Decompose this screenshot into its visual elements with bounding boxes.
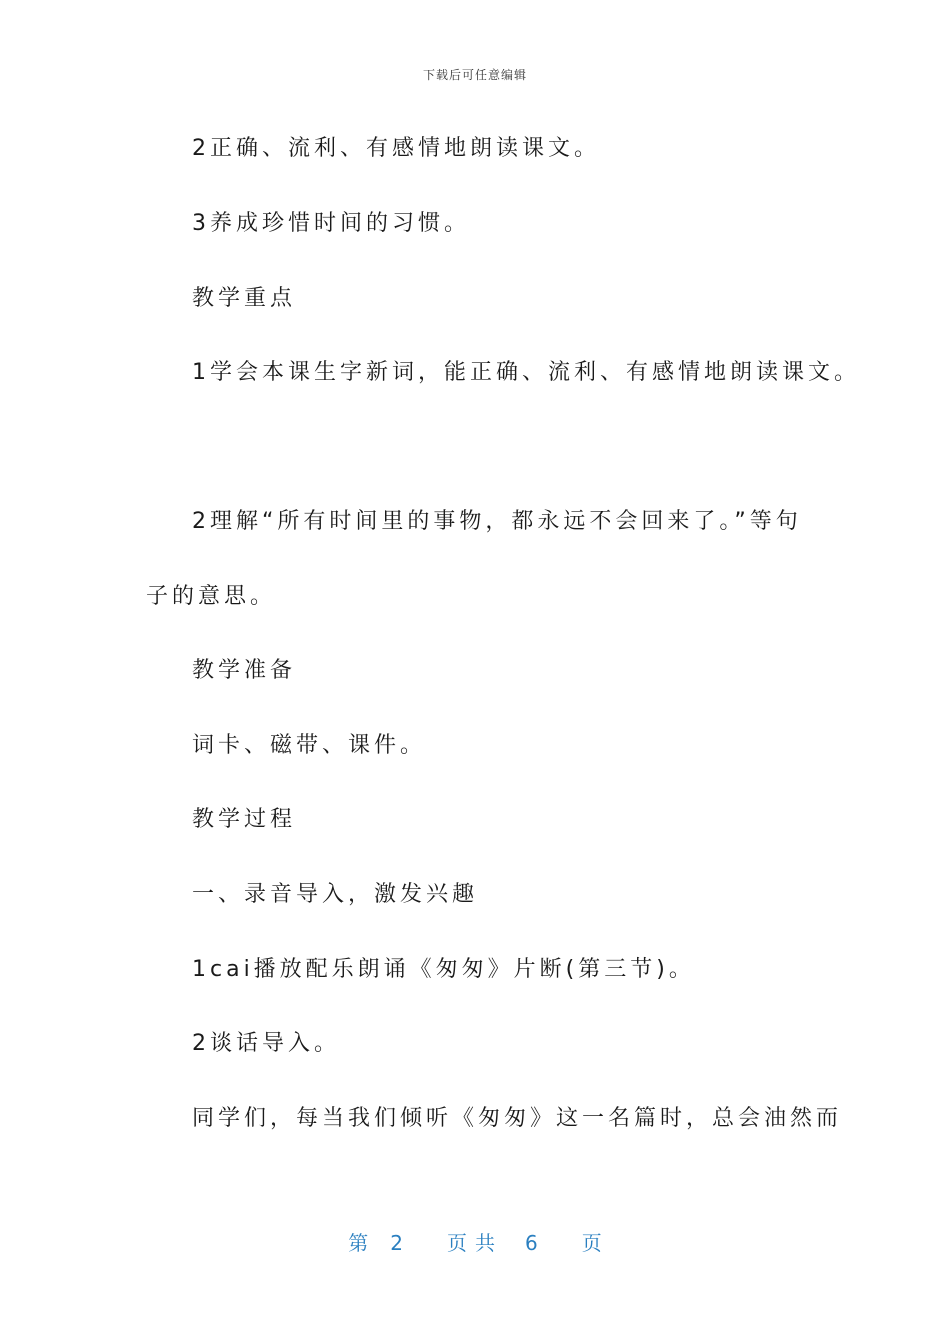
objective-line-3: 3养成珍惜时间的习惯。 (192, 211, 470, 236)
preparation-items: 词卡、磁带、课件。 (192, 733, 427, 758)
process-paragraph: 同学们，每当我们倾听《匆匆》这一名篇时，总会油然而 (192, 1106, 843, 1131)
heading-process: 教学过程 (192, 807, 297, 832)
key-point-2-continued: 子的意思。 (146, 584, 277, 609)
process-step-1-item-1: 1cai播放配乐朗诵《匆匆》片断(第三节)。 (192, 957, 695, 982)
footer-total-pages: 6 (525, 1231, 538, 1255)
footer-label-total: 页共 (447, 1231, 503, 1255)
key-point-2: 2理解“所有时间里的事物，都永远不会回来了。”等句 (192, 509, 802, 534)
heading-key-points: 教学重点 (192, 286, 297, 311)
footer-label-page: 第 (348, 1231, 369, 1255)
process-step-1-heading: 一、录音导入，激发兴趣 (192, 882, 479, 907)
footer-label-end: 页 (581, 1231, 602, 1255)
key-point-1: 1学会本课生字新词，能正确、流利、有感情地朗读课文。 (192, 360, 860, 385)
process-step-1-item-2: 2谈话导入。 (192, 1031, 340, 1056)
page-number-footer (0, 1227, 950, 1256)
heading-preparation: 教学准备 (192, 658, 297, 683)
objective-line-2: 2正确、流利、有感情地朗读课文。 (192, 136, 600, 161)
page-header-note: 下载后可任意编辑 (422, 68, 527, 82)
footer-current-page: 2 (390, 1231, 403, 1255)
